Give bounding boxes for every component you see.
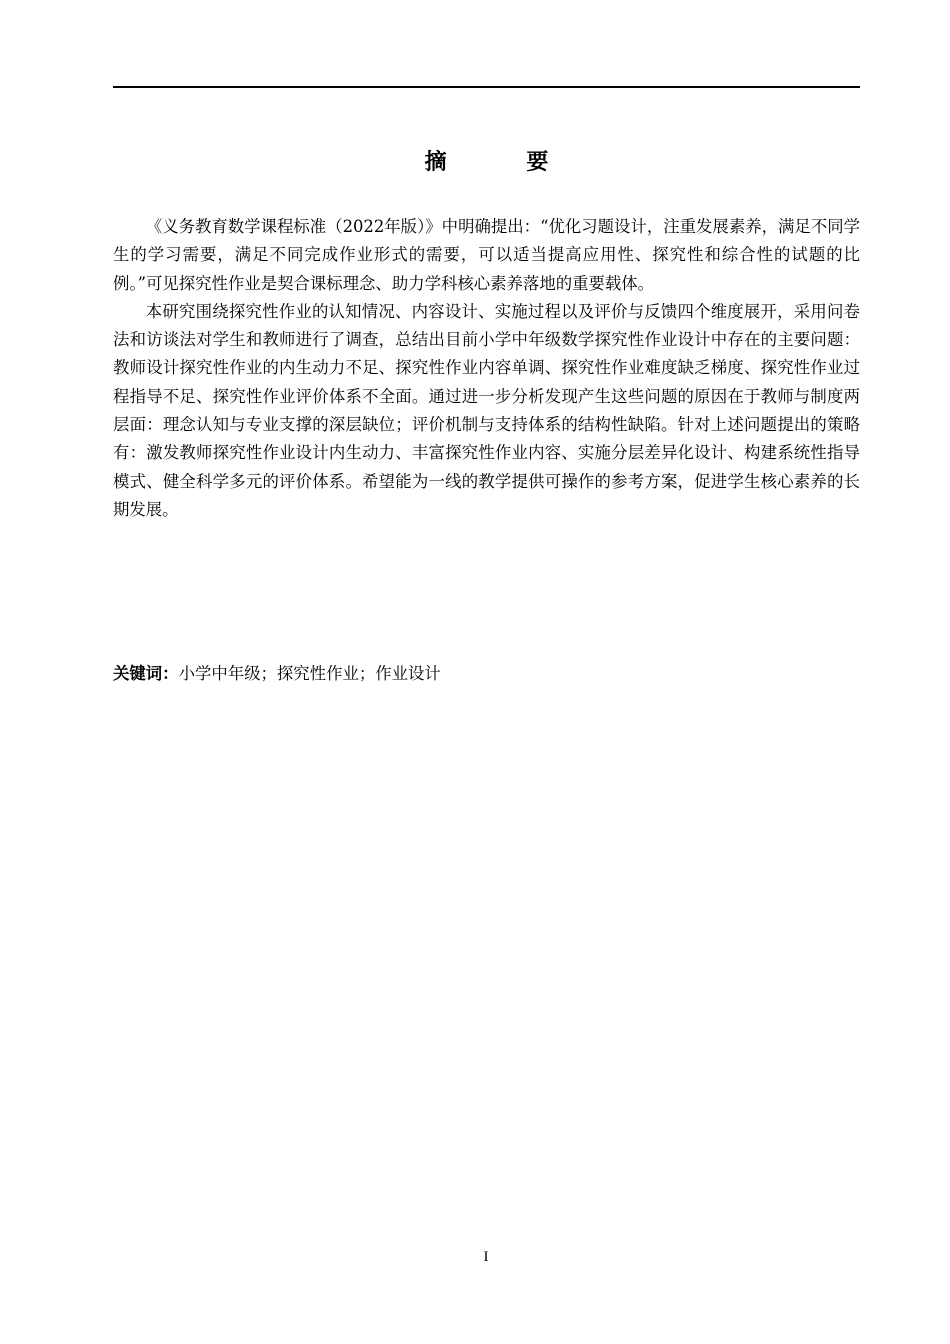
- abstract-body: [113, 213, 860, 524]
- keywords-text: 小学中年级；探究性作业；作业设计: [178, 664, 441, 683]
- abstract-title: 摘 要: [424, 150, 585, 175]
- abstract-paragraph-1: 《义务教育数学课程标准（2022年版）》中明确提出：“优化习题设计，注重发展素养，满足不同学生的学习需要，满足不同完成作业形式的需要，可以适当提高应用性、探究性和综合性的试题的比例。”可见探究性作业是契合课标理念、助力学科核心素养落地的重要载体。: [113, 217, 860, 293]
- page-number: I: [483, 1249, 489, 1265]
- abstract-paragraph-2: 本研究围绕探究性作业的认知情况、内容设计、实施过程以及评价与反馈四个维度展开，采用问卷法和访谈法对学生和教师进行了调查，总结出目前小学中年级数学探究性作业设计中存在的主要问题：教师设计探究性作业的内生动力不足、探究性作业内容单调、探究性作业难度缺乏梯度、探究性作业过程指导不足、探究性作业评价体系不全面。通过进一步分析发现产生这些问题的原因在于教师与制度两层面：理念认知与专业支撑的深层缺位；评价机制与支持体系的结构性缺陷。针对上述问题提出的策略有：激发教师探究性作业设计内生动力、丰富探究性作业内容、实施分层差异化设计、构建系统性指导模式、健全科学多元的评价体系。希望能为一线的教学提供可操作的参考方案，促进学生核心素养的长期发展。: [113, 301, 860, 519]
- keywords-label: 关键词：: [113, 664, 179, 683]
- keywords-line: [113, 660, 860, 688]
- header-rule: [113, 86, 860, 88]
